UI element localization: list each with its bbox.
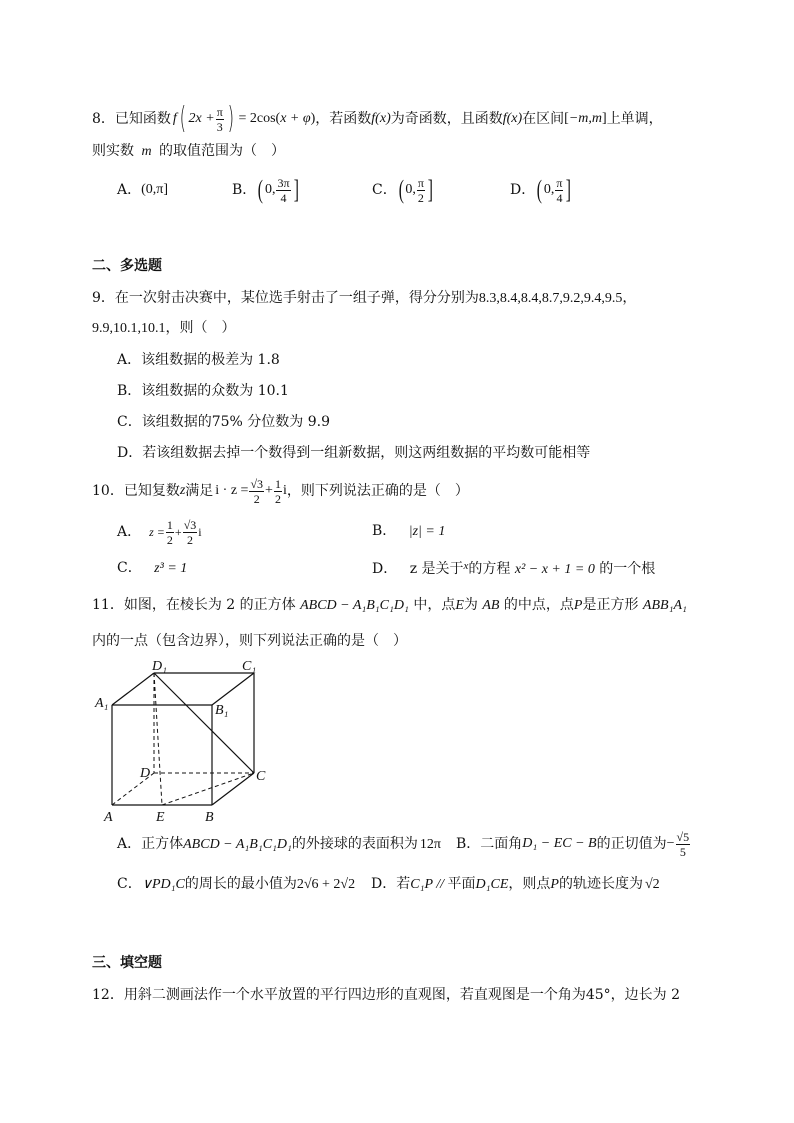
pi-over-3: $\frac{\pi}{3}$ [216,104,223,134]
q8-option-b[interactable]: B． ( 0, $\frac{3\pi}{4}$ ] [232,175,299,205]
q9-line1: 9．在一次射击决赛中，某位选手射击了一组子弹，得分分别为8.3,8.4,8.4,8.7,9.2,9.4,9.5， [92,290,637,306]
label-c: C [256,769,266,784]
q9-line2: 9.9,10.1,10.1，则（ ） [92,320,236,336]
q11-option-a[interactable]: A．正方体ABCD − A₁B₁C₁D₁的外接球的表面积为 12π [117,836,441,852]
label-c1: C₁ [242,659,257,674]
q8-option-c[interactable]: C． ( 0, $\frac{\pi}{2}$ ] [372,175,433,205]
q10-option-a[interactable]: A． z = $\frac{1}{2}$ + $\frac{√3}{2}$ i [117,517,202,547]
label-b1: B₁ [215,703,229,718]
q11-line1: 11．如图，在棱长为 2 的正方体 ABCD − A₁B₁C₁D₁ 中，点E为 AB 的中点，点P是正方形 ABB₁A₁ [92,597,687,613]
q8-option-a[interactable]: A． ( 0,π ] [117,182,169,198]
label-b: B [205,810,214,825]
q10-option-c[interactable]: C． z³ = 1 [117,560,188,576]
q9-option-d[interactable]: D．若该组数据去掉一个数得到一组新数据，则这两组数据的平均数可能相等 [117,445,591,461]
q11-option-b[interactable]: B．二面角 D₁ − EC − B 的正切值为 − $\frac{√5}{5}$ [456,829,690,859]
label-d: D [140,766,151,781]
q9-option-c[interactable]: C．该组数据的75% 分位数为 9.9 [117,414,330,430]
q8-number: 8． [92,111,115,127]
q8-line2: 则实数 m 的取值范围为（ ） [92,143,286,159]
label-d1: D₁ [152,659,167,674]
q10-stem: 10． 已知复数 z 满足 i · z = $\frac{√3}{2}$ + $\frac{1}{2}$ i ，则下列说法正确的是（ ） [92,476,469,506]
q8-line1: 8． 已知函数 f ( 2x + $\frac{\pi}{3}$ ) = 2cos ( x + φ ) ，若函数 f(x) 为奇函数，且函数 f(x) 在区间 [ −m,m ] 上单调， [92,101,663,136]
section-heading-multiple-choice: 二、多选题 [92,258,162,274]
label-a: A [104,810,113,825]
cube-figure [92,655,292,825]
q11-line2: 内的一点（包含边界），则下列说法正确的是（ ） [92,633,407,649]
q9-option-a[interactable]: A．该组数据的极差为 1.8 [117,352,280,368]
q11-option-c[interactable]: C．∨PD₁C的周长的最小值为2√6 + 2√2 [117,876,356,892]
label-a1: A₁ [95,696,109,711]
q10-option-d[interactable]: D． z 是关于$^x$的方程 x² − x + 1 = 0 的一个根 [372,560,656,577]
q9-option-b[interactable]: B．该组数据的众数为 10.1 [117,383,289,399]
q8-option-d[interactable]: D． ( 0, $\frac{\pi}{4}$ ] [510,175,572,205]
section-heading-fill-in: 三、填空题 [92,955,162,971]
q10-option-b[interactable]: B． |z| = 1 [372,523,446,539]
label-e: E [156,810,165,825]
q11-option-d[interactable]: D．若C₁P // 平面D₁CE，则点P的轨迹长度为 √2 [371,876,660,892]
q12-line1: 12．用斜二测画法作一个水平放置的平行四边形的直观图，若直观图是一个角为45°，边长为 2 [92,987,680,1003]
